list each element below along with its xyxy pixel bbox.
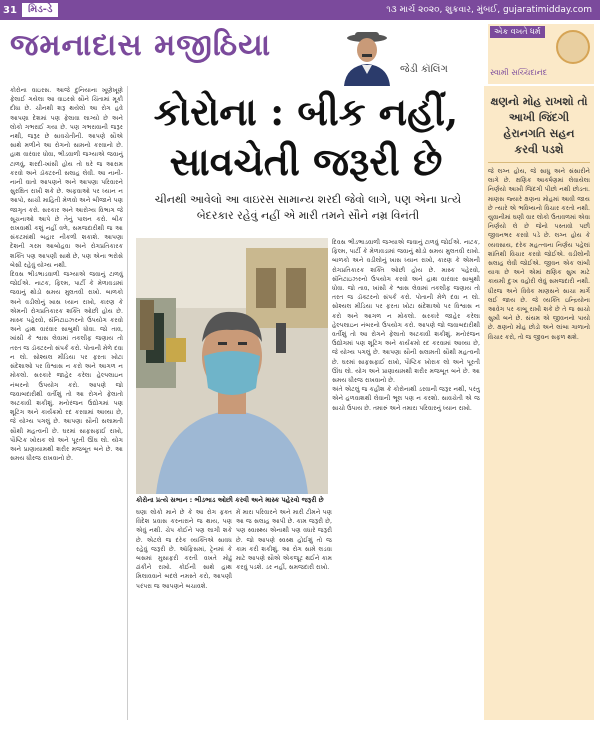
middle-column-text: દિવસ ભીડભાડવાળી જગ્યાએ જવાનું ટાળવું જોઈએ. નાટક, ફિલ્મ, પાર્ટી કે મેળાવડામાં જવાનું થોડો સમય મુલતવી રાખો. બાળકો અને વડીલોનું ખાસ ધ્યાન રાખો, કારણ કે એમની રોગપ્રતિકારક શક્તિ ઓછી હોય છે. માસ્ક પહેરવો, સૅનિટાઇઝરનો ઉપયોગ કરવો અને હાથ વારંવાર સાબુથી ધોવા. જો તાવ, ખાંસી કે શ્વાસ લેવામાં તકલીફ જણાય તો તરત જ ડૉક્ટરનો સંપર્ક કરો. પોતાની મેળે દવા ન લો. સોશ્યલ મીડિયા પર ફરતા ખોટા સંદેશાઓ પર વિશ્વાસ ન કરો અને આગળ ન મોકલો. સરકારે જાહેર કરેલા હેલ્પલાઇન નંબરનો ઉપયોગ કરો. આપણે જો જવાબદારીથી વર્તીશું તો આ રોગને ફેલાતો અટકાવી શકીશું. મનોરંજન ઉદ્યોગમાં પણ શૂટિંગ અને કાર્યક્રમો રદ કરવામાં આવ્યા છે, જે યોગ્ય પગલું છે. આપણા સૌની સલામતી સૌથી મહત્વની છે. ઘરમાં સાફસફાઈ રાખો, પૌષ્ટિક ખોરાક લો અને પૂરતી ઊંઘ લો. યોગ અને પ્રાણાયામથી શરીર મજબૂત બને છે. આ સમય ધીરજ રાખવાનો છે. — [332, 239, 480, 385]
headline-line2: સાવચેતી જરૂરી છે — [169, 139, 443, 184]
headline-line1: કોરોના : બીક નહીં, — [153, 89, 459, 134]
deck: ચીનથી આવેલો આ વાઇરસ સામાન્ય શરદી જેવો લાગે, પણ એના પ્રત્યે બેદરકાર રહેવું નહીં એ મારી તમને સૌને નમ્ર વિનંતી — [154, 193, 462, 222]
byline: જેડી કૉલિંગ — [400, 64, 448, 75]
sidebar-heading: ક્ષણનો મોહ રાખશો તો આખી જિંદગી હેરાનગતિ સહન કરવી પડશે — [488, 90, 590, 163]
sidebar-article — [484, 86, 594, 720]
headline — [136, 88, 476, 186]
left-column — [10, 86, 128, 720]
author-photo — [556, 30, 590, 64]
sidebar-text: જે લગ્ન હોય, જે સાધુ અને સંસારીને લાગે છે. ક્ષણિક આકર્ષણમાં લેવાયેલા નિર્ણયો આખી જિંદગી પીછો નથી છોડતા. માણસ જ્યારે ક્ષણના મોહમાં આવી જાય છે ત્યારે એ ભવિષ્યનો વિચાર કરતો નથી. યુવાનીમાં ઘણી વાર લોકો ઉતાવળમાં એવા નિર્ણયો લે છે જેનો પસ્તાવો પછી જીવનભર કરવો પડે છે. લગ્ન હોય કે વ્યવસાય, દરેક મહત્ત્વના નિર્ણય પહેલાં શાંતિથી વિચાર કરવો જોઈએ. વડીલોની સલાહ લેવી જોઈએ. જીવન એક લાંબી યાત્રા છે અને એમાં ક્ષણિક સુખ માટે કાયમી દુઃખ વહોરી લેવું સમજદારી નથી. ધીરજ અને વિવેક માણસને સાચા માર્ગે લઈ જાય છે. જે વ્યક્તિ ઇન્દ્રિયોના આવેગ પર કાબૂ રાખી શકે છે તે જ સાચો સુખી બને છે. સંયમ એ જીવનનો પાયો છે. ક્ષણનો મોહ છોડો અને લાંબા ગાળાનો વિચાર કરો, તો જ જીવન સફળ થશે. — [488, 168, 590, 341]
page-header-bar — [0, 0, 600, 20]
sidebar-header — [488, 24, 594, 84]
brand-logo: મિડ-ડે — [22, 3, 58, 17]
photo-caption: કોરોના પ્રત્યે સભાન : ભીડભાડ ઓછી કરવી અને માસ્ક પહેરવો જરૂરી છે — [136, 496, 324, 504]
dateline: ૧૩ માર્ચ ૨૦૨૦, શુક્રવાર, મુંબઈ, gujaratimidday.com — [386, 5, 592, 15]
columnist-photo — [336, 30, 398, 86]
sidebar-tag: એક વખતે ધર્મ — [490, 26, 545, 38]
left-column-text-cont: દિવસ ભીડભાડવાળી જગ્યાએ જવાનું ટાળવું જોઈએ. નાટક, ફિલ્મ, પાર્ટી કે મેળાવડામાં જવાનું થોડો સમય મુલતવી રાખો. બાળકો અને વડીલોનું ખાસ ધ્યાન રાખો, કારણ કે એમની રોગપ્રતિકારક શક્તિ ઓછી હોય છે. માસ્ક પહેરવો, સૅનિટાઇઝરનો ઉપયોગ કરવો અને હાથ વારંવાર સાબુથી ધોવા. જો તાવ, ખાંસી કે શ્વાસ લેવામાં તકલીફ જણાય તો તરત જ ડૉક્ટરનો સંપર્ક કરો. પોતાની મેળે દવા ન લો. સોશ્યલ મીડિયા પર ફરતા ખોટા સંદેશાઓ પર વિશ્વાસ ન કરો અને આગળ ન મોકલો. સરકારે જાહેર કરેલા હેલ્પલાઇન નંબરનો ઉપયોગ કરો. આપણે જો જવાબદારીથી વર્તીશું તો આ રોગને ફેલાતો અટકાવી શકીશું. મનોરંજન ઉદ્યોગમાં પણ શૂટિંગ અને કાર્યક્રમો રદ કરવામાં આવ્યા છે, જે યોગ્ય પગલું છે. આપણા સૌની સલામતી સૌથી મહત્વની છે. ઘરમાં સાફસફાઈ રાખો, પૌષ્ટિક ખોરાક લો અને પૂરતી ઊંઘ લો. યોગ અને પ્રાણાયામથી શરીર મજબૂત બને છે. આ સમય ધીરજ રાખવાનો છે. — [10, 271, 123, 463]
bottom-columns — [136, 508, 332, 720]
main-photo — [136, 238, 328, 494]
sidebar-author: સ્વામી સચ્ચિદાનંદ — [490, 68, 548, 77]
column-title: જમનાદાસ મજીઠિયા — [10, 28, 272, 63]
bottom-column-1: ઘણા લોકો માને છે કે આ રોગ ફક્ત વિદેશ પ્રવાસ કરનારાને જ થાય, પણ એવું નથી. ચેપ કોઈને પણ લાગી શકે છે. એટલે જ દરેક વ્યક્તિએ સાવધ રહેવું જરૂરી છે. ઑફિસમાં, ટ્રેનમાં કે બસમાં મુસાફરી કરતી વખતે મોઢું ઢાંકીને રાખો. કોઈની સાથે હાથ મિલાવવાને બદલે નમસ્તે કરો, આપણી પરંપરા જ આપણને બચાવશે. — [136, 509, 232, 590]
middle-column — [332, 238, 480, 718]
left-column-text: કોરોના વાઇરસ. આજે દુનિયાના ખૂણેખૂણે ફેલાઈ ગયેલા આ વાઇરસે સૌને ચિંતામાં મૂકી દીધા છે. ચીનથી શરૂ થયેલો આ રોગ હવે આપણા દેશમાં પણ ફેલાવા લાગ્યો છે અને લોકો ગભરાઈ ગયા છે. પણ ગભરાવાની જરૂર નથી, જરૂર છે સાવચેતીની. આપણે સૌએ સાથે મળીને આ રોગનો સામનો કરવાનો છે. હાથ વારંવાર ધોવા, ભીડવાળી જગ્યાએ જવાનું ટાળવું, શરદી-ખાંસી હોય તો ઘરે જ આરામ કરવો અને ડૉક્ટરની સલાહ લેવી. આ નાની-નાની વાતો આપણને અને આપણા પરિવારને સુરક્ષિત રાખી શકે છે. અફવાઓ પર ધ્યાન ન આપો, સાચી માહિતી મેળવો અને બીજાને પણ જાગૃત કરો. સરકાર અને આરોગ્ય વિભાગ જે સૂચનાઓ આપે છે તેનું પાલન કરો. બીક રાખવાથી કશું નહીં વળે, સમજદારીથી જ આ સંકટમાંથી બહાર નીકળી શકાશે. આપણા દેશની ગરમ આબોહવા અને રોગપ્રતિકારક શક્તિ પણ આપણી સાથે છે, પણ એના ભરોસે બેસી રહેવું યોગ્ય નથી. — [10, 87, 123, 269]
middle-column-text-cont: અંતે એટલું જ કહીશ કે કોરોનાથી ડરવાની જરૂર નથી, પરંતુ એને હળવાશથી લેવાની ભૂલ પણ ન કરશો. સાવચેતી એ જ સાચો ઉપાય છે. તમારું અને તમારા પરિવારનું ધ્યાન રાખો. — [332, 386, 480, 412]
bottom-column-2: મેં મારા પરિવારને અને મારી ટીમને પણ આ જ સલાહ આપી છે. કામ જરૂરી છે, પણ સ્વાસ્થ્ય એનાથી પણ વધારે જરૂરી છે. જો આપણે સ્વસ્થ હોઈશું તો જ કામ કરી શકીશું. આ રોગ સામે લડવા માટે આપણે સૌએ એકજૂટ થઈને કામ કરવું પડશે. ડર નહીં, સમજદારી રાખો. — [236, 509, 332, 572]
page-number: 31 — [3, 4, 17, 16]
